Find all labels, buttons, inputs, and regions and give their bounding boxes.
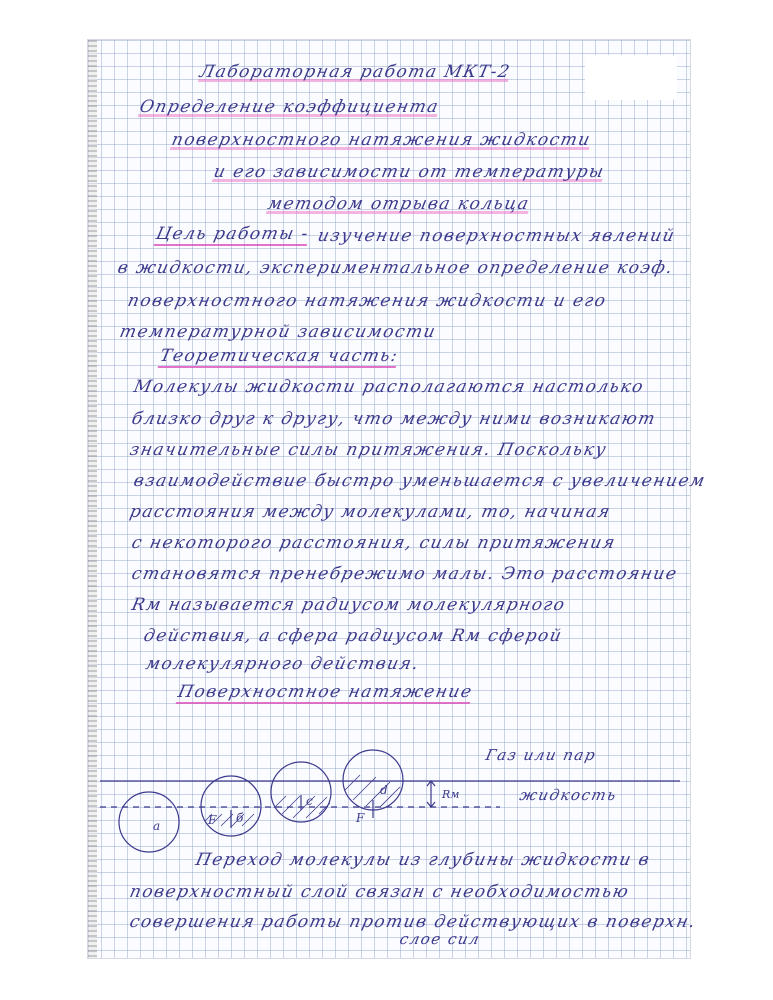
theory-line: становятся пренебрежимо малы. Это расстояние <box>129 564 680 584</box>
theory-line: близко друг к другу, что между ними возникают <box>129 409 659 429</box>
lab-title: Лабораторная работа МКТ-2 <box>197 62 513 82</box>
title-line-3: и его зависимости от температуры <box>211 162 607 182</box>
goal-label: Цель работы - <box>154 224 311 244</box>
bottom-line: Переход молекулы из глубины жидкости в <box>193 850 653 870</box>
theory-line: взаимодействие быстро уменьшается с увеличением <box>131 471 708 491</box>
sphere-d-label: d <box>380 783 388 797</box>
sphere-a-label: a <box>153 819 161 833</box>
theory-line: с некоторого расстояния, силы притяжения <box>129 533 618 553</box>
theory-heading: Теоретическая часть: <box>158 346 401 366</box>
theory-line: молекулярного действия. <box>143 654 422 674</box>
title-line-1: Определение коэффициента <box>137 97 442 117</box>
liquid-label: жидкость <box>518 786 619 804</box>
title-line-2: поверхностного натяжения жидкости <box>169 130 593 150</box>
bottom-line: совершения работы против действующих в поверхн. <box>127 912 699 932</box>
goal-line-3: поверхностного натяжения жидкости и его <box>125 291 609 311</box>
sphere-b-label: б <box>236 811 244 825</box>
sphere-c-label: с <box>306 794 313 808</box>
sphere-a <box>119 792 179 852</box>
goal-line-1: изучение поверхностных явлений <box>315 226 678 246</box>
goal-line-2: в жидкости, экспериментальное определение коэф. <box>115 258 676 278</box>
gas-label: Газ или пар <box>484 746 599 764</box>
bottom-tail: слое сил <box>398 930 483 948</box>
sphere-c <box>271 762 331 822</box>
goal-line-4: температурной зависимости <box>117 322 439 342</box>
theory-line: расстояния между молекулами, то, начиная <box>127 502 613 522</box>
theory-line: значительные силы притяжения. Поскольку <box>127 440 609 460</box>
theory-line: действия, а сфера радиусом Rм сферой <box>141 626 565 646</box>
force-label-F-d: F <box>356 811 365 825</box>
theory-line: Rм называется радиусом молекулярного <box>129 595 568 615</box>
force-label-F-b: F <box>208 813 217 827</box>
bottom-line: поверхностный слой связан с необходимостью <box>127 882 632 902</box>
rm-label: Rм <box>442 788 460 801</box>
surface-heading: Поверхностное натяжение <box>176 682 475 702</box>
theory-line: Молекулы жидкости располагаются настолько <box>131 377 647 397</box>
title-line-4: методом отрыва кольца <box>265 194 532 214</box>
